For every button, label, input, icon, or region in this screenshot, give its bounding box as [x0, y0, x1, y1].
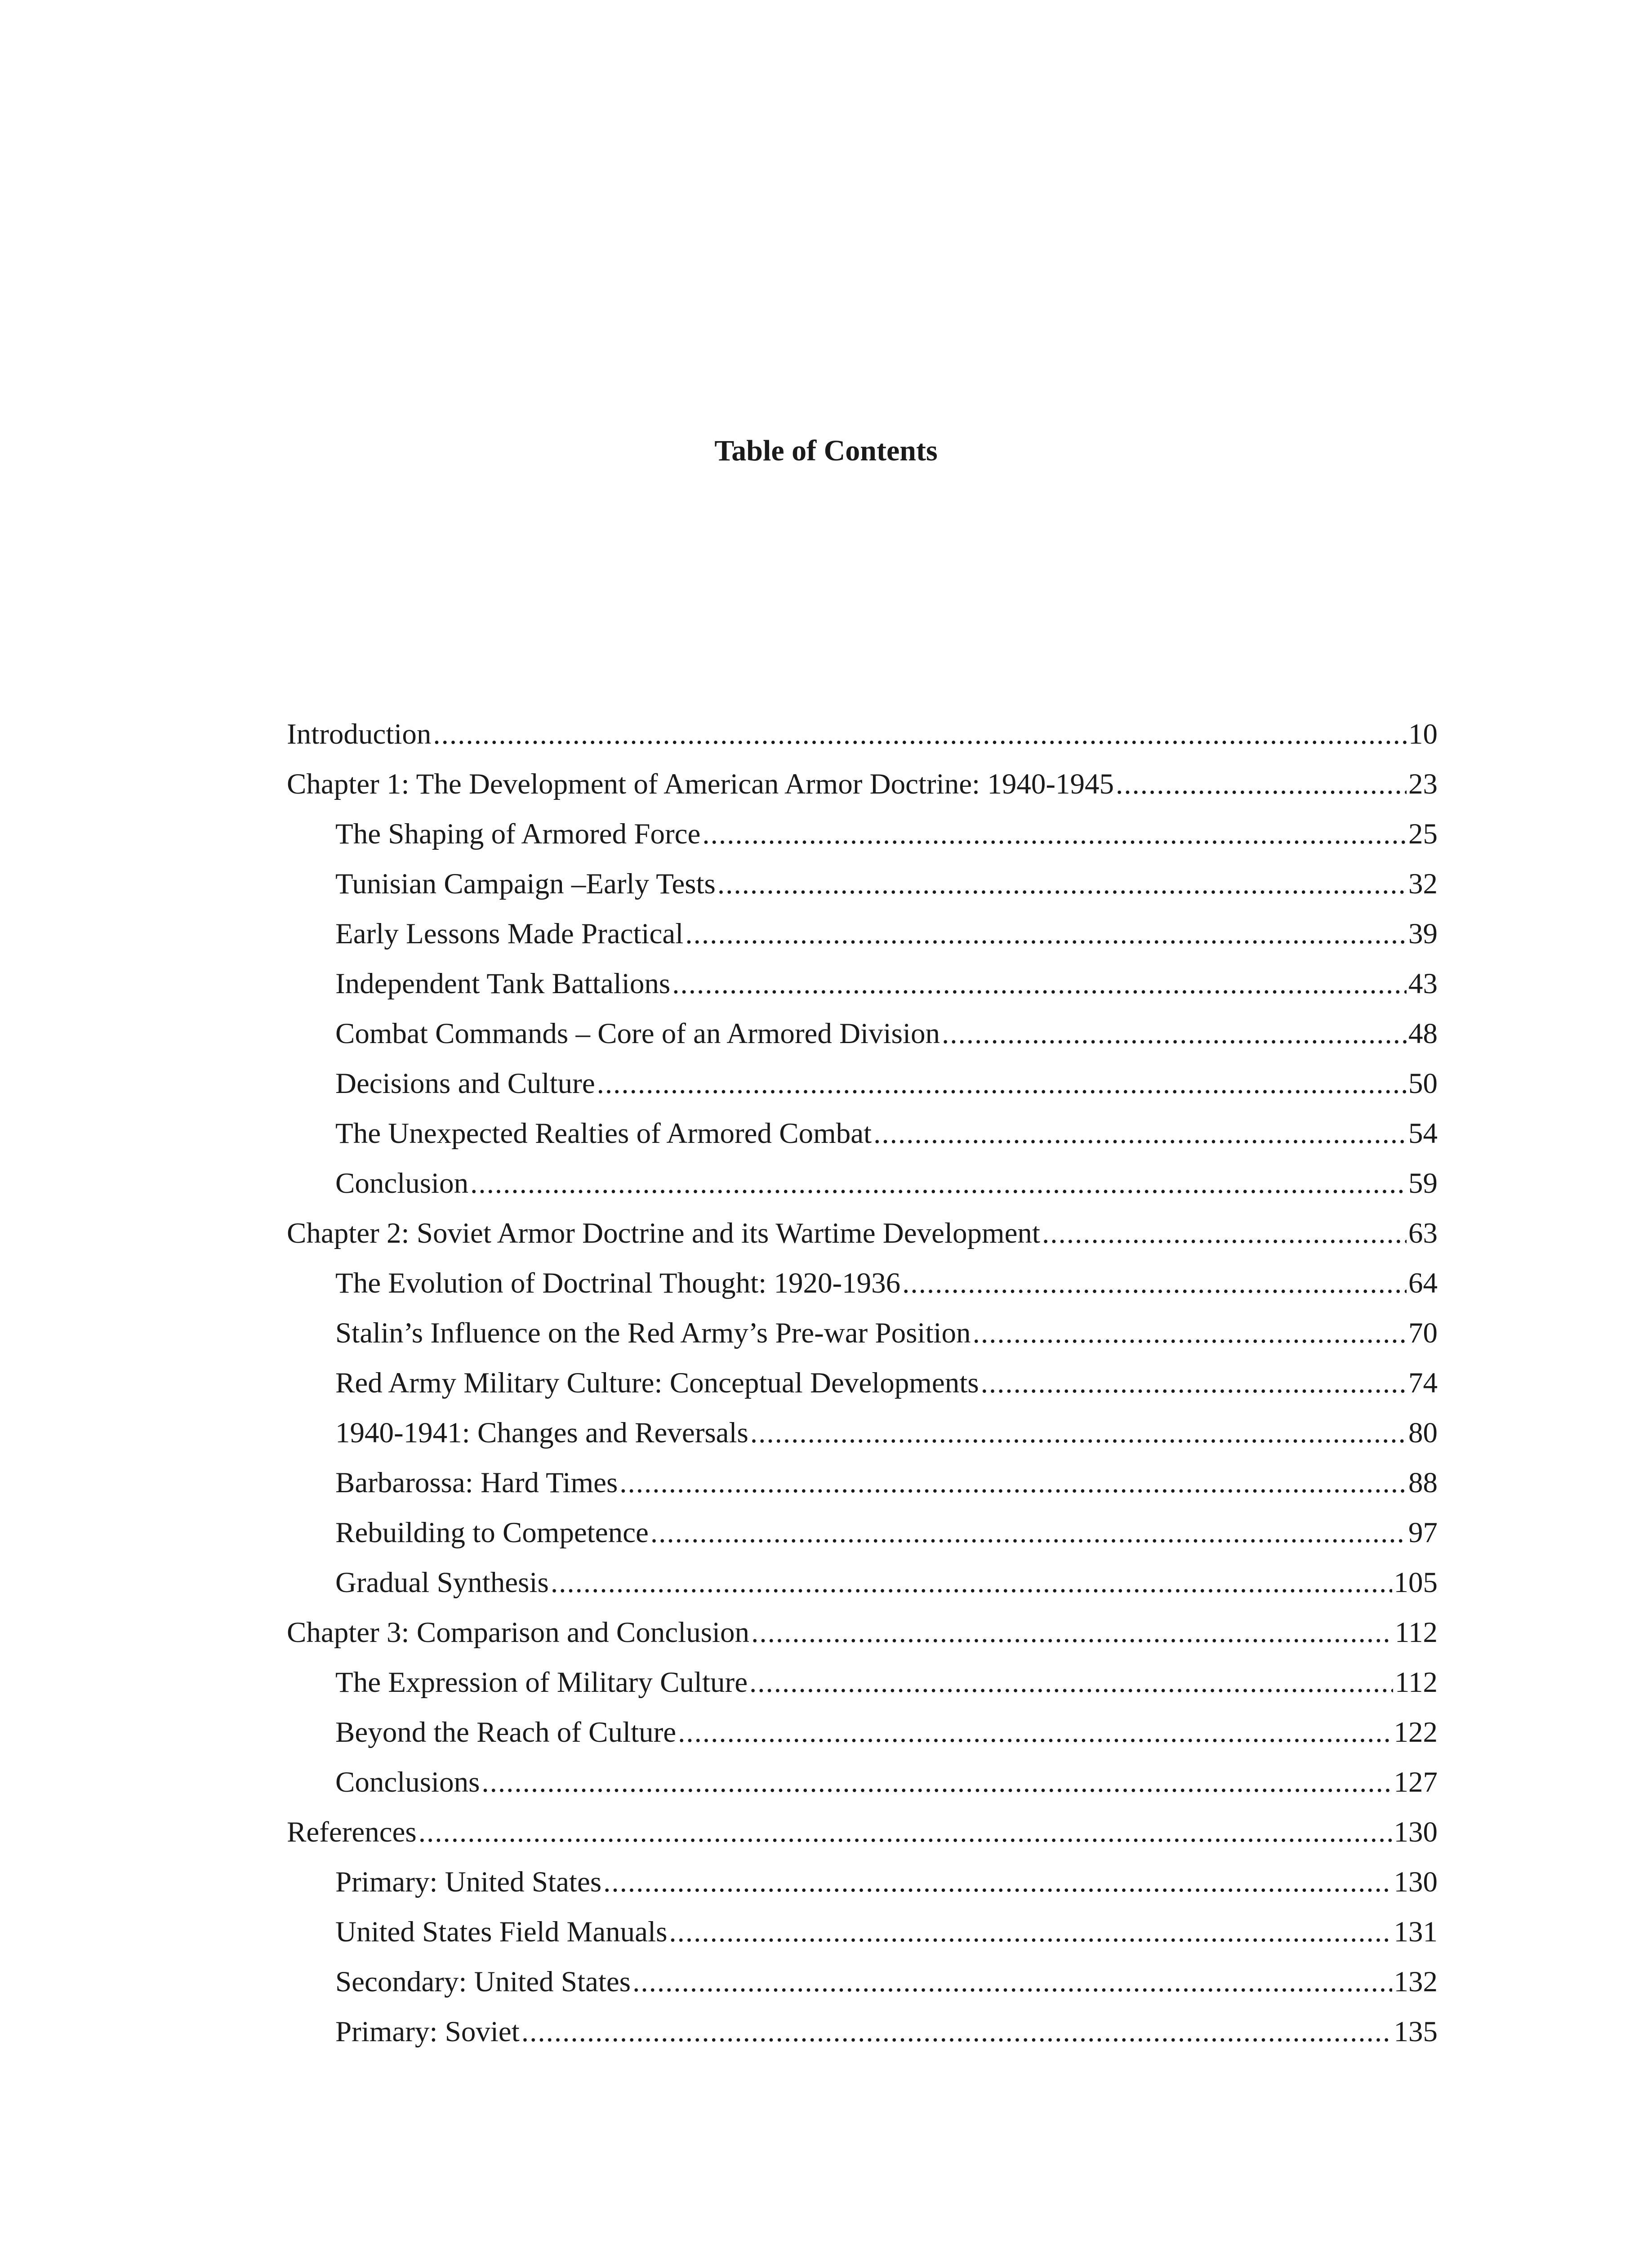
toc-entry-label: Red Army Military Culture: Conceptual Developments [335, 1367, 979, 1399]
dot-leader [551, 1558, 1392, 1608]
toc-entry-page-number: 70 [1408, 1317, 1438, 1349]
toc-entry-page-number: 25 [1408, 818, 1438, 850]
toc-entry-page-number: 54 [1408, 1117, 1438, 1150]
toc-entry-label: Conclusions [335, 1766, 480, 1798]
toc-entry-chapter[interactable] [287, 759, 1438, 809]
toc-entry-page-number: 80 [1408, 1417, 1438, 1449]
toc-entry-label: Barbarossa: Hard Times [335, 1467, 618, 1499]
toc-entry-page-number: 132 [1394, 1966, 1438, 1998]
toc-entry-page-number: 74 [1408, 1367, 1438, 1399]
toc-entry-section[interactable] [287, 1009, 1438, 1059]
toc-entry-section[interactable] [287, 1757, 1438, 1807]
toc-entry-section[interactable] [287, 1358, 1438, 1408]
toc-entry-section[interactable] [287, 909, 1438, 959]
dot-leader [750, 1408, 1407, 1458]
toc-entry-page-number: 23 [1408, 768, 1438, 800]
toc-entry-section[interactable] [287, 809, 1438, 859]
toc-entry-page-number: 64 [1408, 1267, 1438, 1299]
dot-leader [702, 809, 1407, 859]
dot-leader [1042, 1209, 1407, 1258]
toc-entry-page-number: 10 [1408, 718, 1438, 750]
toc-entry-label: Beyond the Reach of Culture [335, 1716, 677, 1748]
toc-entry-section[interactable] [287, 1159, 1438, 1209]
dot-leader [749, 1658, 1393, 1708]
dot-leader [603, 1857, 1392, 1907]
toc-entry-label: Decisions and Culture [335, 1067, 595, 1100]
toc-entry-chapter[interactable] [287, 1209, 1438, 1258]
toc-entry-label: Chapter 1: The Development of American Armor Doctrine: 1940-1945 [287, 768, 1114, 800]
toc-entry-page-number: 105 [1394, 1566, 1438, 1599]
toc-entry-label: Gradual Synthesis [335, 1566, 549, 1599]
dot-leader [942, 1009, 1407, 1059]
dot-leader [973, 1308, 1407, 1358]
dot-leader [433, 709, 1407, 759]
dot-leader [619, 1458, 1407, 1508]
toc-entry-label: Chapter 3: Comparison and Conclusion [287, 1616, 750, 1649]
toc-entry-page-number: 130 [1394, 1816, 1438, 1848]
toc-entry-section[interactable] [287, 1059, 1438, 1109]
toc-entry-label: 1940-1941: Changes and Reversals [335, 1417, 748, 1449]
dot-leader [672, 959, 1407, 1009]
toc-entry-label: Chapter 2: Soviet Armor Doctrine and its Wartime Development [287, 1217, 1040, 1249]
toc-entry-page-number: 32 [1408, 868, 1438, 900]
dot-leader [669, 1907, 1392, 1957]
toc-entry-label: Tunisian Campaign –Early Tests [335, 868, 716, 900]
toc-entry-label: Primary: Soviet [335, 2016, 520, 2048]
toc-entry-label: United States Field Manuals [335, 1916, 668, 1948]
toc-entry-section[interactable] [287, 1109, 1438, 1159]
dot-leader [521, 2007, 1392, 2057]
toc-entry-section[interactable] [287, 1258, 1438, 1308]
dot-leader [597, 1059, 1407, 1109]
toc-entry-section[interactable] [287, 1857, 1438, 1907]
toc-entry-page-number: 63 [1408, 1217, 1438, 1249]
dot-leader [419, 1807, 1392, 1857]
toc-entry-page-number: 43 [1408, 968, 1438, 1000]
toc-entry-page-number: 130 [1394, 1866, 1438, 1898]
toc-entry-label: Rebuilding to Competence [335, 1517, 649, 1549]
toc-entry-section[interactable] [287, 1458, 1438, 1508]
dot-leader [1116, 759, 1407, 809]
toc-entry-label: Independent Tank Battalions [335, 968, 671, 1000]
toc-entry-page-number: 59 [1408, 1167, 1438, 1200]
toc-entry-label: The Unexpected Realties of Armored Combat [335, 1117, 872, 1150]
toc-entry-label: Primary: United States [335, 1866, 602, 1898]
toc-entry-section[interactable] [287, 1957, 1438, 2007]
toc-entry-section[interactable] [287, 959, 1438, 1009]
dot-leader [902, 1258, 1407, 1308]
toc-entry-page-number: 50 [1408, 1067, 1438, 1100]
toc-entry-page-number: 135 [1394, 2016, 1438, 2048]
dot-leader [470, 1159, 1407, 1209]
toc-entry-chapter[interactable] [287, 1608, 1438, 1658]
toc-entry-chapter[interactable] [287, 1807, 1438, 1857]
toc-entry-section[interactable] [287, 1907, 1438, 1957]
toc-entry-page-number: 39 [1408, 918, 1438, 950]
dot-leader [717, 859, 1407, 909]
page-title: Table of Contents [714, 434, 938, 467]
toc-entry-label: Early Lessons Made Practical [335, 918, 684, 950]
toc-entry-section[interactable] [287, 1508, 1438, 1558]
toc-entry-label: The Shaping of Armored Force [335, 818, 701, 850]
toc-entry-chapter[interactable] [287, 709, 1438, 759]
toc-entry-label: Stalin’s Influence on the Red Army’s Pre-war Position [335, 1317, 971, 1349]
toc-entry-label: Introduction [287, 718, 432, 750]
toc-entry-page-number: 97 [1408, 1517, 1438, 1549]
dot-leader [685, 909, 1407, 959]
toc-entry-section[interactable] [287, 1658, 1438, 1708]
toc-entry-page-number: 48 [1408, 1017, 1438, 1050]
toc-entry-page-number: 131 [1394, 1916, 1438, 1948]
table-of-contents [287, 709, 1438, 2057]
dot-leader [632, 1957, 1392, 2007]
toc-entry-label: Combat Commands – Core of an Armored Division [335, 1017, 940, 1050]
dot-leader [481, 1757, 1392, 1807]
toc-entry-label: Conclusion [335, 1167, 469, 1200]
toc-entry-section[interactable] [287, 859, 1438, 909]
dot-leader [981, 1358, 1407, 1408]
toc-entry-label: Secondary: United States [335, 1966, 631, 1998]
toc-entry-section[interactable] [287, 1708, 1438, 1757]
toc-entry-page-number: 127 [1394, 1766, 1438, 1798]
toc-entry-section[interactable] [287, 1408, 1438, 1458]
dot-leader [650, 1508, 1407, 1558]
toc-entry-section[interactable] [287, 1308, 1438, 1358]
dot-leader [873, 1109, 1407, 1159]
toc-entry-page-number: 122 [1394, 1716, 1438, 1748]
toc-entry-page-number: 88 [1408, 1467, 1438, 1499]
toc-entry-section[interactable] [287, 1558, 1438, 1608]
toc-entry-label: The Expression of Military Culture [335, 1666, 748, 1699]
dot-leader [751, 1608, 1393, 1658]
toc-entry-label: The Evolution of Doctrinal Thought: 1920-1936 [335, 1267, 901, 1299]
toc-entry-page-number: 112 [1394, 1616, 1438, 1649]
toc-entry-label: References [287, 1816, 417, 1848]
toc-entry-page-number: 112 [1394, 1666, 1438, 1699]
dot-leader [678, 1708, 1392, 1757]
toc-entry-section[interactable] [287, 2007, 1438, 2057]
